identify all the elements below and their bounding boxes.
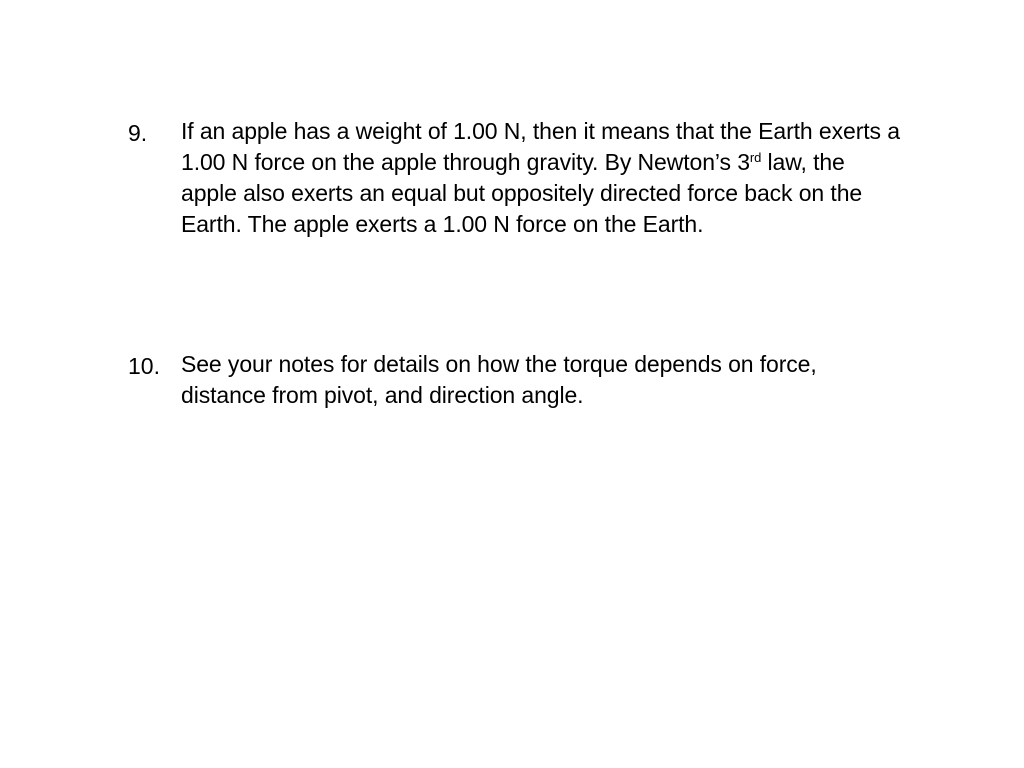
item-number: 9. (128, 120, 148, 146)
item-text-part-2: law, the apple also exerts an equal but oppositely directed force back on the Earth. The apple exerts a 1.00 N force on the Earth. (181, 149, 863, 237)
ordinal-superscript: rd (749, 150, 762, 165)
item-number: 10. (128, 353, 160, 379)
item-text: See your notes for details on how the torque depends on force, distance from pivot, and direction angle. (181, 351, 817, 408)
item-text (181, 116, 906, 240)
item-text-part-1: If an apple has a weight of 1.00 N, then it means that the Earth exerts a 1.00 N force on the apple through gravity. By Newton’s 3 (181, 118, 900, 175)
